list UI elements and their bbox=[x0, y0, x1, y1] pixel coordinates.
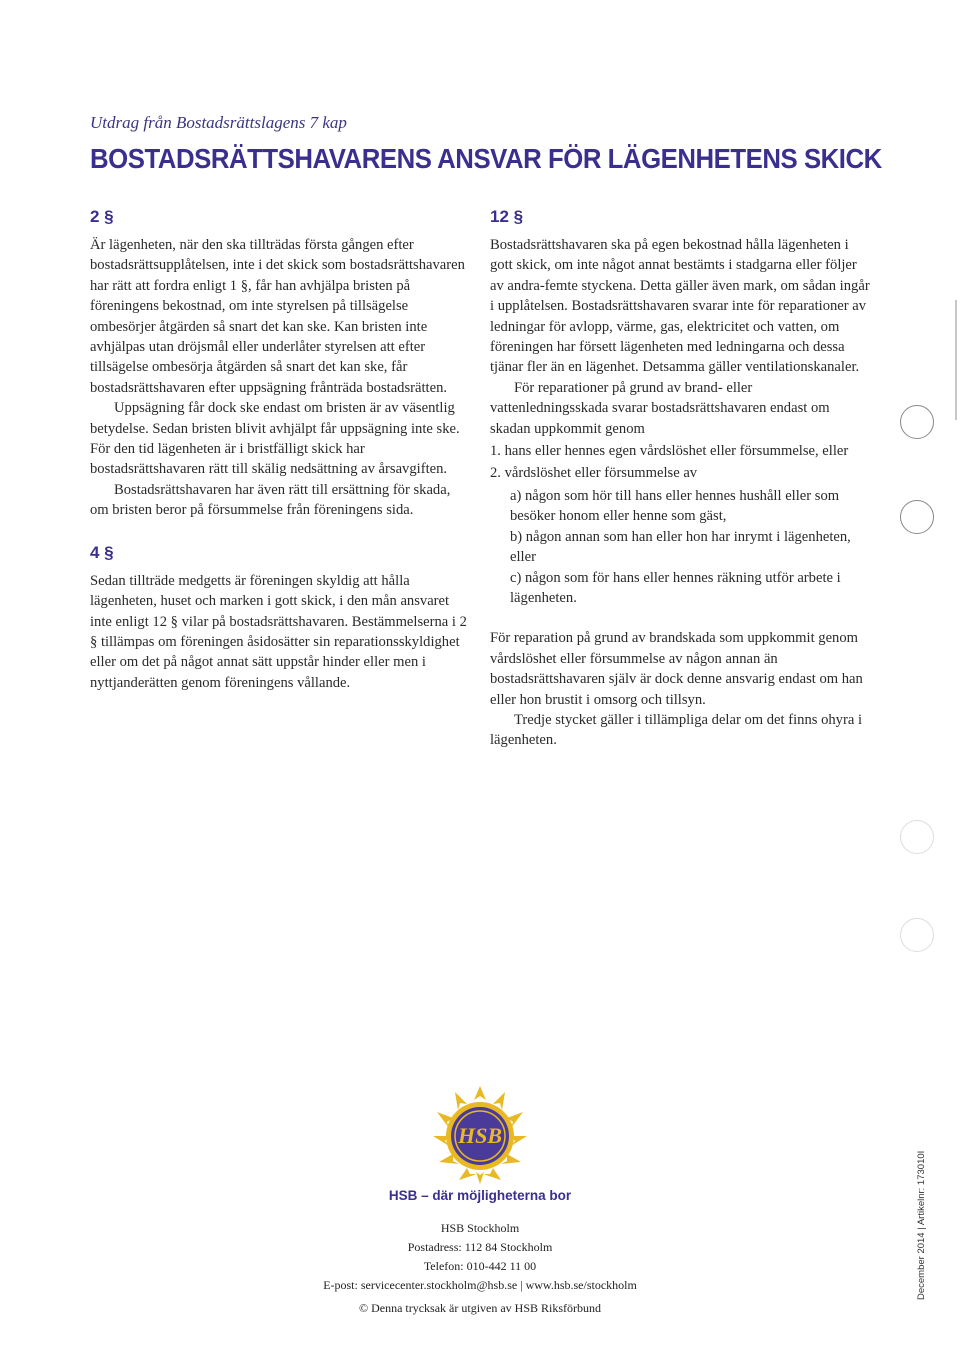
section-12-paragraph-2: För reparationer på grund av brand- eller vattenledningsskada svarar bostadsrättshavaren endast om skadan uppkommit genom bbox=[490, 379, 830, 437]
hsb-logo bbox=[425, 1080, 535, 1190]
section-2-heading: 2 § bbox=[90, 207, 114, 226]
binder-hole-faint-1 bbox=[900, 820, 934, 854]
section-4-paragraph-1: Sedan tillträde medgetts är föreningen skyldig att hålla lägenheten, huset och marken i gott skick, i den mån ansvaret inte enligt 12 § vilar på bostadsrättshavaren. Bestämmelserna i 2 § tillämpas om föreningen åsidosätter sin reparationsskyldighet eller om det på något annat sätt uppstår hinder eller men i nyttjanderätten genom föreningens vållande. bbox=[90, 572, 467, 691]
slogan: HSB – där möjligheterna bor bbox=[388, 1188, 572, 1203]
section-12-heading: 12 § bbox=[490, 207, 524, 226]
section-12-sub-item-c: c) någon som för hans eller hennes räkning utför arbete i lägenheten. bbox=[510, 569, 841, 606]
section-4-heading: 4 § bbox=[90, 542, 114, 562]
right-column bbox=[490, 205, 870, 751]
left-column bbox=[90, 205, 468, 693]
section-12-paragraph-4: Tredje stycket gäller i tillämpliga delar om det finns ohyra i lägenheten. bbox=[490, 711, 863, 749]
section-2-paragraph-2: Uppsägning får dock ske endast om bristen är av väsentlig betydelse. Sedan bristen blivit avhjälpt får uppsägning inte ske. För den tid lägenheten är i bristfälligt skick har bostadsrättshavaren rätt till skälig nedsättning av årsavgiften. bbox=[90, 400, 460, 478]
section-2-paragraph-1: Är lägenheten, när den ska tillträdas första gången efter bostadsrättsupplåtelsen, inte i det skick som bostadsrättshavaren har rätt att fordra enligt 1 §, får han avhjälpa bristen på föreningens bekostnad, om inte styrelsen på tillsägelse ombesörjer åtgärden så snart det kan ske. Kan bristen inte avhjälpas utan dröjsmål eller underlåter styrelsen att efter tillsägelse ombesörja åtgärden så snart det kan ske, får bostadsrättshavaren efter uppsägning frånträda bostadsrätten. bbox=[90, 237, 465, 396]
contact-block bbox=[0, 1219, 960, 1318]
postal-address: Postadress: 112 84 Stockholm bbox=[407, 1240, 553, 1254]
section-12-list-item-2: 2. vårdslöshet eller försummelse av bbox=[490, 465, 698, 482]
binder-hole-middle bbox=[900, 500, 934, 534]
copyright-notice: © Denna trycksak är utgiven av HSB Riksförbund bbox=[358, 1301, 602, 1315]
section-12-paragraph-1: Bostadsrättshavaren ska på egen bekostnad hålla lägenheten i gott skick, om inte något annat bestämts i stadgarna eller följer av andra-femte styckena. Detta gäller även mark, om sådan ingår i upplåtelsen. Bostadsrättshavaren svarar inte för reparationer av ledningar för avlopp, värme, gas, elektricitet och vatten, om föreningen har försett lägenheten med ledningarna och dessa tjänar fler än en lägenhet. Detsamma gäller ventilationskanaler. bbox=[490, 237, 870, 376]
phone-number: Telefon: 010-442 11 00 bbox=[423, 1259, 537, 1273]
section-12-paragraph-3: För reparation på grund av brandskada som uppkommit genom vårdslöshet eller försummelse av någon annan än bostadsrättshavaren själv är dock denne ansvarig endast om han eller hon brustit i omsorg och tillsyn. bbox=[490, 630, 863, 708]
document-subtitle: Utdrag från Bostadsrättslagens 7 kap bbox=[90, 113, 347, 132]
date-and-article-number: December 2014 | Artikelnr: 173010I bbox=[916, 1150, 927, 1300]
section-12-sub-item-b: b) någon annan som han eller hon har inrymt i lägenheten, eller bbox=[510, 528, 851, 566]
section-2-paragraph-3: Bostadsrättshavaren har även rätt till ersättning för skada, om bristen beror på försummelse från föreningens sida. bbox=[90, 481, 451, 519]
binder-hole-faint-2 bbox=[900, 918, 934, 952]
binder-hole-top bbox=[900, 405, 934, 439]
org-name: HSB Stockholm bbox=[440, 1221, 520, 1235]
hsb-logo-graphic bbox=[425, 1080, 535, 1190]
hsb-logo-text: HSB bbox=[457, 1123, 503, 1148]
page-title: BOSTADSRÄTTSHAVARENS ANSVAR FÖR LÄGENHETENS SKICK bbox=[90, 143, 882, 174]
section-12-sub-item-a: a) någon som hör till hans eller hennes hushåll eller som besöker honom eller henne som gäst, bbox=[510, 487, 840, 525]
email-and-website: E-post: servicecenter.stockholm@hsb.se | www.hsb.se/stockholm bbox=[323, 1278, 637, 1292]
section-12-sub-list bbox=[490, 486, 870, 608]
section-12-list-item-1: 1. hans eller hennes egen vårdslöshet eller försummelse, eller bbox=[490, 443, 849, 460]
page-edge-mark bbox=[955, 300, 957, 420]
